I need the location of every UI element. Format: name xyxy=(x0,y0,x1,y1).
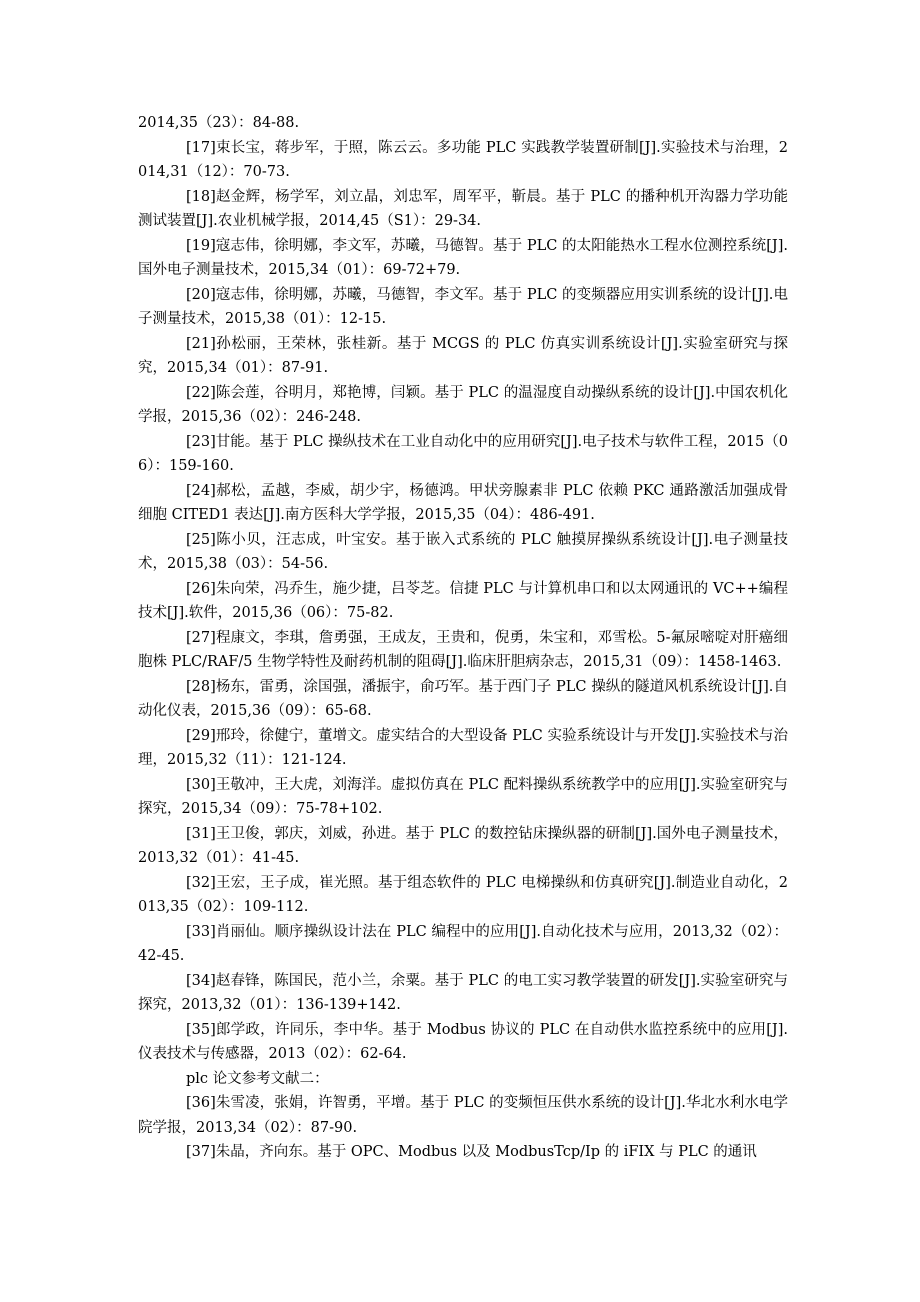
reference-18: [18]赵金辉，杨学军，刘立晶，刘忠军，周军平，靳晨。基于 PLC 的播种机开沟器力学功能测试装置[J].农业机械学报，2014,45（S1）：29-34. xyxy=(138,188,788,229)
reference-20: [20]寇志伟，徐明娜，苏曦，马德智，李文军。基于 PLC 的变频器应用实训系统的设计[J].电子测量技术，2015,38（01）：12-15. xyxy=(138,286,788,327)
reference-34: [34]赵春锋，陈国民，范小兰，余粟。基于 PLC 的电工实习教学装置的研发[J].实验室研究与探究，2013,32（01）：136-139+142. xyxy=(138,972,788,1013)
reference-19: [19]寇志伟，徐明娜，李文军，苏曦，马德智。基于 PLC 的太阳能热水工程水位测控系统[J].国外电子测量技术，2015,34（01）：69-72+79. xyxy=(138,237,788,278)
reference-36: [36]朱雪凌，张娟，许智勇，平增。基于 PLC 的变频恒压供水系统的设计[J].华北水利水电学院学报，2013,34（02）：87-90. xyxy=(138,1095,788,1136)
reference-29: [29]邢玲，徐健宁，董增文。虚实结合的大型设备 PLC 实验系统设计与开发[J].实验技术与治理，2015,32（11）：121-124. xyxy=(138,727,788,768)
reference-21: [21]孙松丽，王荣林，张桂新。基于 MCGS 的 PLC 仿真实训系统设计[J].实验室研究与探究，2015,34（01）：87-91. xyxy=(138,335,788,376)
reference-list xyxy=(138,111,788,1165)
reference-17: [17]束长宝，蒋步军，于照，陈云云。多功能 PLC 实践教学装置研制[J].实验技术与治理，2014,31（12）：70-73. xyxy=(138,139,788,180)
reference-24: [24]郝松，孟越，李威，胡少宇，杨德鸿。甲状旁腺素非 PLC 依赖 PKC 通路激活加强成骨细胞 CITED1 表达[J].南方医科大学学报，2015,35（04）：486-491. xyxy=(138,482,788,523)
reference-35: [35]郎学政，许同乐，李中华。基于 Modbus 协议的 PLC 在自动供水监控系统中的应用[J].仪表技术与传感器，2013（02）：62-64. xyxy=(138,1021,788,1062)
reference-37: [37]朱晶，齐向东。基于 OPC、Modbus 以及 ModbusTcp/Ip 的 iFIX 与 PLC 的通讯 xyxy=(186,1144,757,1160)
reference-22: [22]陈会莲，谷明月，郑艳博，闫颖。基于 PLC 的温湿度自动操纵系统的设计[J].中国农机化学报，2015,36（02）：246-248. xyxy=(138,384,788,425)
reference-33: [33]肖丽仙。顺序操纵设计法在 PLC 编程中的应用[J].自动化技术与应用，2013,32（02）：42-45. xyxy=(138,923,788,964)
reference-25: [25]陈小贝，汪志成，叶宝安。基于嵌入式系统的 PLC 触摸屏操纵系统设计[J].电子测量技术，2015,38（03）：54-56. xyxy=(138,531,788,572)
reference-30: [30]王敬冲，王大虎，刘海洋。虚拟仿真在 PLC 配料操纵系统教学中的应用[J].实验室研究与探究，2015,34（09）：75-78+102. xyxy=(138,776,788,817)
reference-26: [26]朱向荣，冯乔生，施少捷，吕苓芝。信捷 PLC 与计算机串口和以太网通讯的 VC++编程技术[J].软件，2015,36（06）：75-82. xyxy=(138,580,788,621)
reference-32: [32]王宏，王子成，崔光照。基于组态软件的 PLC 电梯操纵和仿真研究[J].制造业自动化，2013,35（02）：109-112. xyxy=(138,874,788,915)
section-heading: plc 论文参考文献二： xyxy=(186,1070,329,1087)
reference-line: 2014,35（23）：84-88. xyxy=(138,115,300,131)
reference-23: [23]甘能。基于 PLC 操纵技术在工业自动化中的应用研究[J].电子技术与软件工程，2015（06）：159-160. xyxy=(138,433,788,474)
reference-27: [27]程康文，李琪，詹勇强，王成友，王贵和，倪勇，朱宝和，邓雪松。5-氟尿嘧啶对肝癌细胞株 PLC/RAF/5 生物学特性及耐药机制的阻碍[J].临床肝胆病杂志，2015,31（09）：1458-1463. xyxy=(138,629,788,670)
reference-31: [31]王卫俊，郭庆，刘威，孙进。基于 PLC 的数控钻床操纵器的研制[J].国外电子测量技术，2013,32（01）：41-45. xyxy=(138,825,788,866)
reference-28: [28]杨东，雷勇，涂国强，潘振宇，俞巧军。基于西门子 PLC 操纵的隧道风机系统设计[J].自动化仪表，2015,36（09）：65-68. xyxy=(138,678,788,719)
